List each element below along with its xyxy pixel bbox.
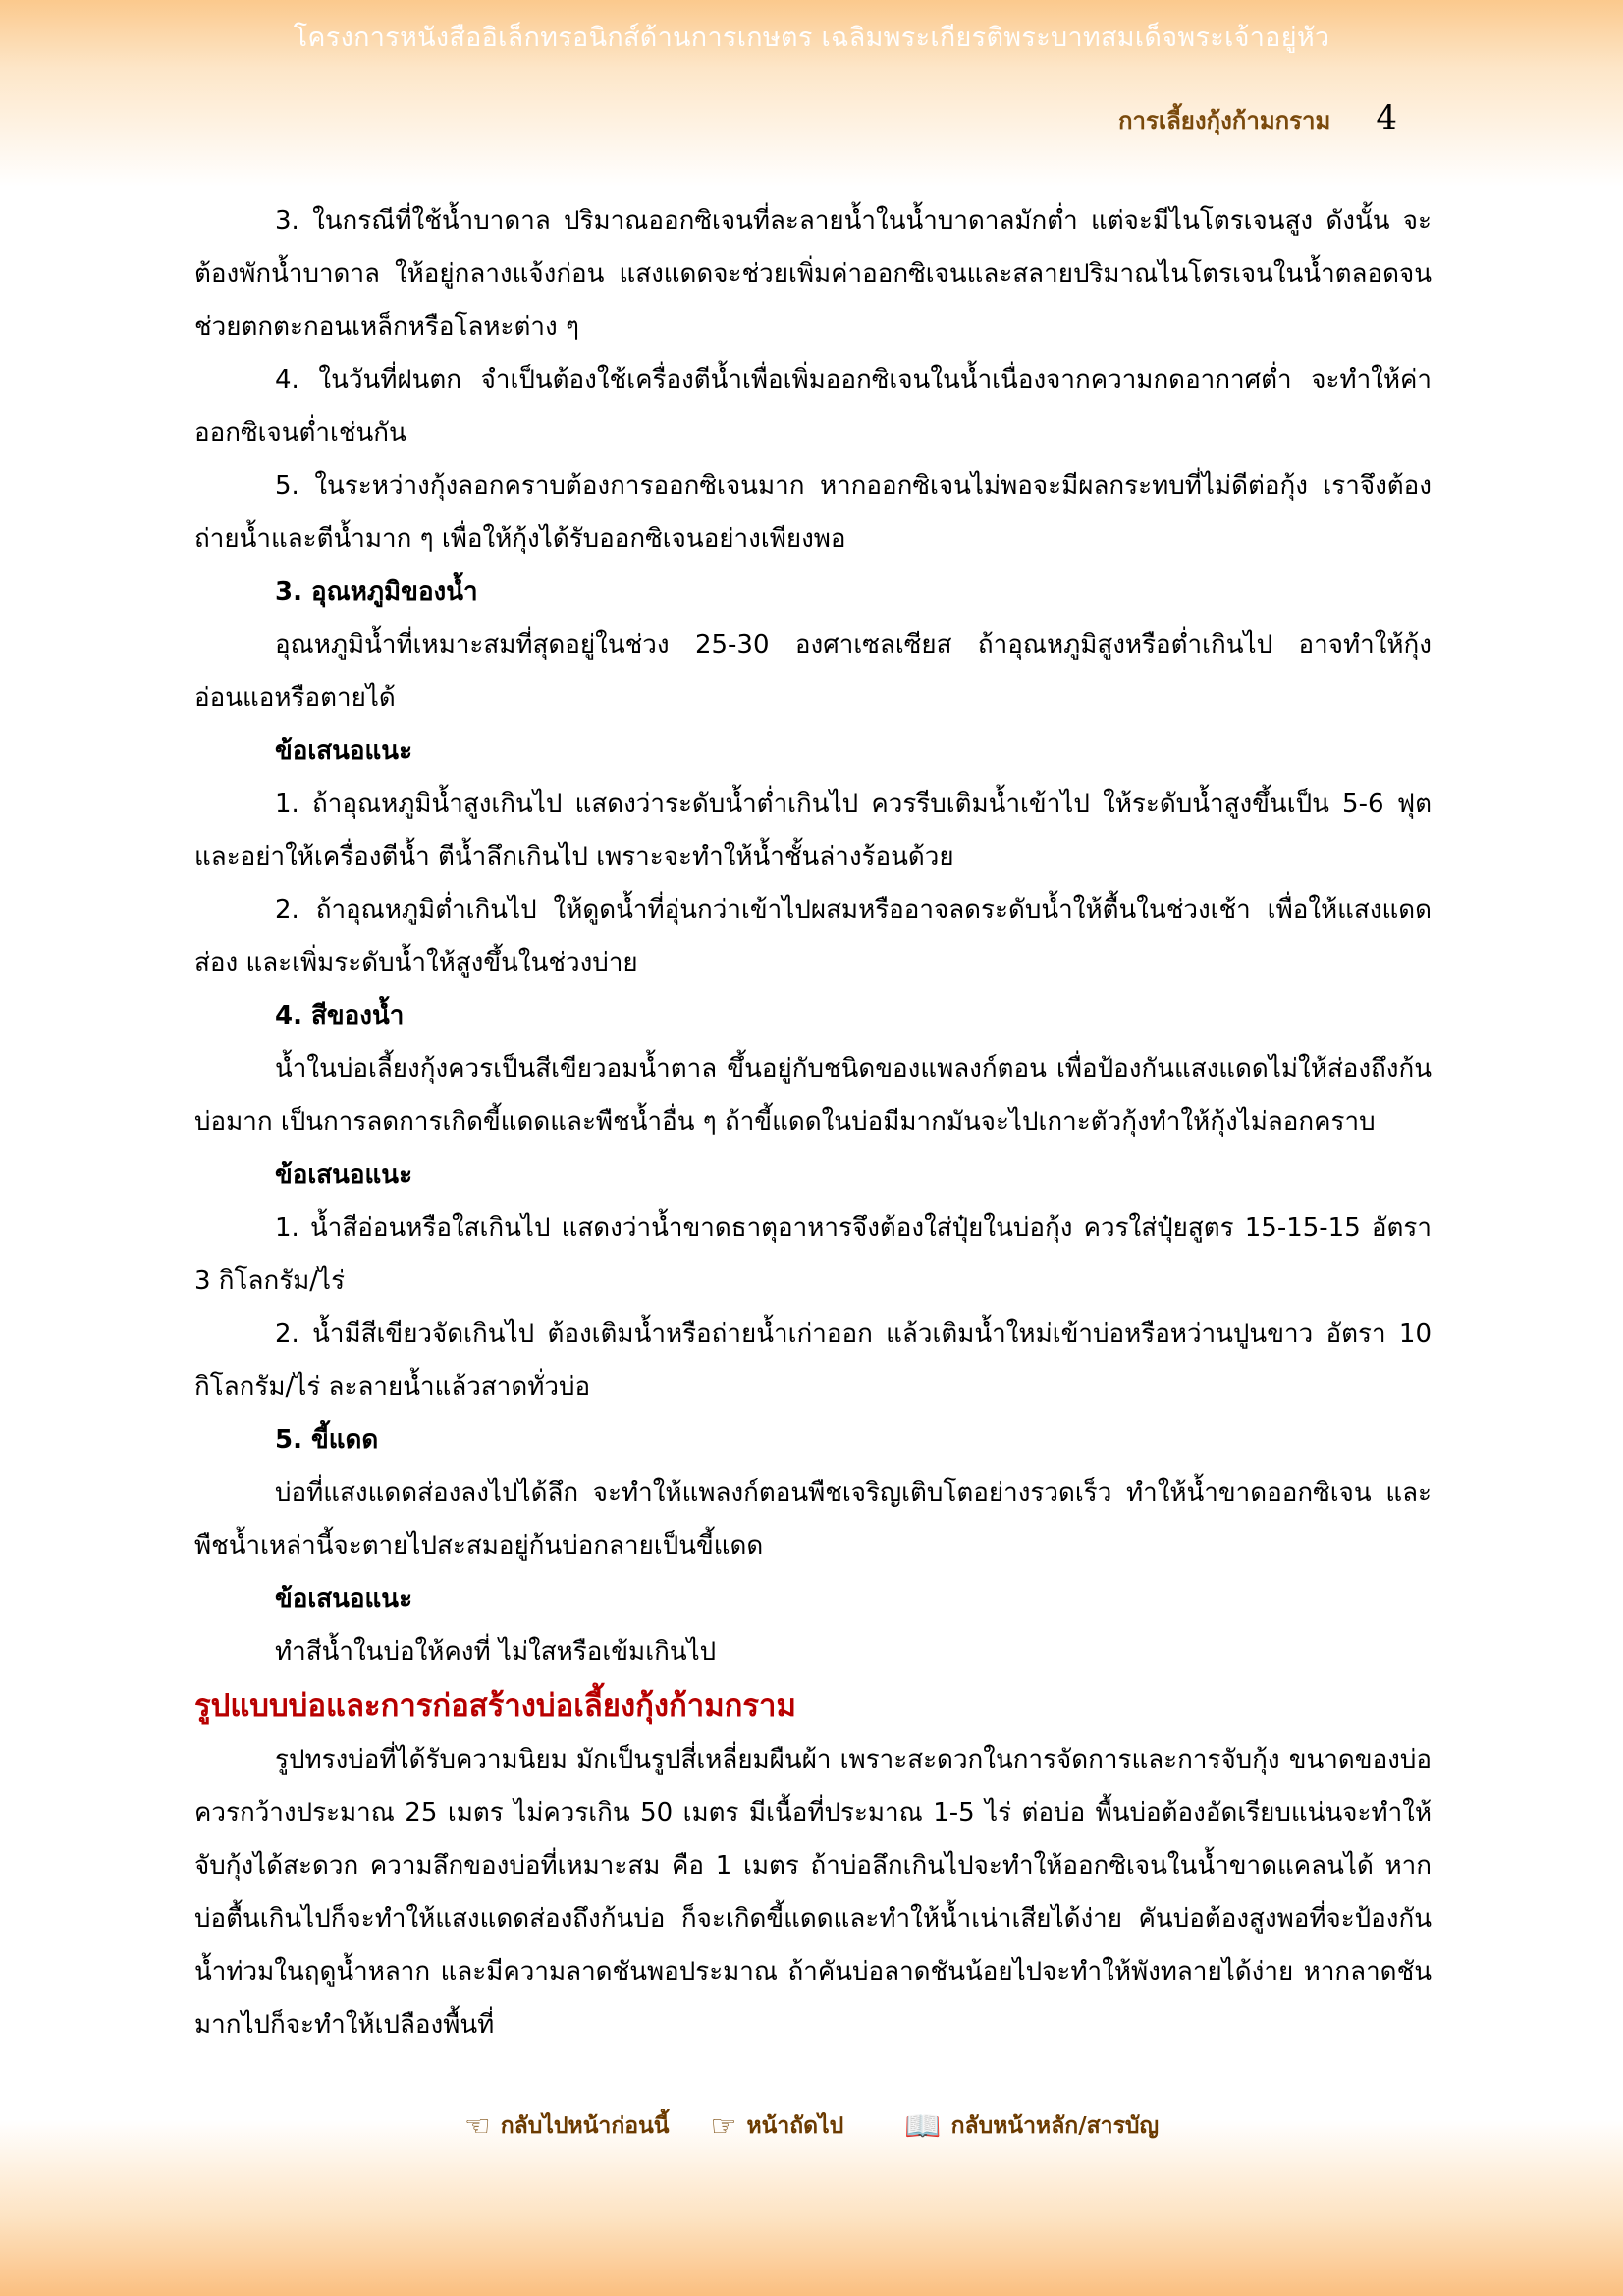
book-title: การเลี้ยงกุ้งก้ามกราม xyxy=(1117,107,1331,134)
section-title-pond-design: รูปแบบบ่อและการก่อสร้างบ่อเลี้ยงกุ้งก้ามกราม xyxy=(194,1688,796,1724)
heading-recommendation: ข้อเสนอแนะ xyxy=(275,736,413,766)
paragraph-temp-high: 1. ถ้าอุณหภูมิน้ำสูงเกินไป แสดงว่าระดับน้ำต่ำเกินไป ควรรีบเติมน้ำเข้าไป ให้ระดับน้ำสูงขึ้นเป็น 5-6 ฟุต และอย่าให้เครื่องตีน้ำ ตีน้ำลึกเกินไป เพราะจะทำให้น้ำชั้นล่างร้อนด้วย xyxy=(194,789,1432,872)
paragraph-water-color: น้ำในบ่อเลี้ยงกุ้งควรเป็นสีเขียวอมน้ำตาล ขึ้นอยู่กับชนิดของแพลงก์ตอน เพื่อป้องกันแสงแดดไม่ให้ส่องถึงก้นบ่อมาก เป็นการลดการเกิดขี้แดดและพืชน้ำอื่น ๆ ถ้าขี้แดดในบ่อมีมากมันจะไปเกาะตัวกุ้งทำให้กุ้งไม่ลอกคราบ xyxy=(194,1054,1432,1137)
page-header xyxy=(1118,98,1397,139)
page-content xyxy=(194,194,1432,2052)
page-number: 4 xyxy=(1376,98,1397,137)
pointing-hand-right-icon: ☞ xyxy=(710,2109,737,2144)
back-label: กลับไปหน้าก่อนนี้ xyxy=(500,2113,670,2139)
paragraph-groundwater: 3. ในกรณีที่ใช้น้ำบาดาล ปริมาณออกซิเจนที่ละลายน้ำในน้ำบาดาลมักต่ำ แต่จะมีไนโตรเจนสูง ดังนั้น จะต้องพักน้ำบาดาล ให้อยู่กลางแจ้งก่อน แสงแดดจะช่วยเพิ่มค่าออกซิเจนและสลายปริมาณไนโตรเจนในน้ำตลอดจนช่วยตกตะกอนเหล็กหรือโลหะต่าง ๆ xyxy=(194,206,1432,342)
paragraph-algae-advice: ทำสีน้ำในบ่อให้คงที่ ไม่ใสหรือเข้มเกินไป xyxy=(275,1637,717,1667)
heading-recommendation: ข้อเสนอแนะ xyxy=(275,1584,413,1614)
back-link[interactable] xyxy=(464,2109,670,2144)
paragraph-molting: 5. ในระหว่างกุ้งลอกคราบต้องการออกซิเจนมาก หากออกซิเจนไม่พอจะมีผลกระทบที่ไม่ดีต่อกุ้ง เราจึงต้องถ่ายน้ำและตีน้ำมาก ๆ เพื่อให้กุ้งได้รับออกซิเจนอย่างเพียงพอ xyxy=(194,471,1432,554)
heading-algae: 5. ขี้แดด xyxy=(275,1425,379,1455)
paragraph-temp-low: 2. ถ้าอุณหภูมิต่ำเกินไป ให้ดูดน้ำที่อุ่นกว่าเข้าไปผสมหรืออาจลดระดับน้ำให้ตื้นในช่วงเช้า เพื่อให้แสงแดดส่อง และเพิ่มระดับน้ำให้สูงขึ้นในช่วงบ่าย xyxy=(194,895,1432,978)
heading-water-temperature: 3. อุณหภูมิของน้ำ xyxy=(275,577,478,607)
footer-navigation xyxy=(0,2109,1623,2144)
next-link[interactable] xyxy=(711,2109,844,2144)
next-label: หน้าถัดไป xyxy=(746,2113,844,2139)
paragraph-pond-design: รูปทรงบ่อที่ได้รับความนิยม มักเป็นรูปสี่เหลี่ยมผืนผ้า เพราะสะดวกในการจัดการและการจับกุ้ง ขนาดของบ่อ ควรกว้างประมาณ 25 เมตร ไม่ควรเกิน 50 เมตร มีเนื้อที่ประมาณ 1-5 ไร่ ต่อบ่อ พื้นบ่อต้องอัดเรียบแน่นจะทำให้จับกุ้งได้สะดวก ความลึกของบ่อที่เหมาะสม คือ 1 เมตร ถ้าบ่อลึกเกินไปจะทำให้ออกซิเจนในน้ำขาดแคลนได้ หากบ่อตื้นเกินไปก็จะทำให้แสงแดดส่องถึงก้นบ่อ ก็จะเกิดขี้แดดและทำให้น้ำเน่าเสียได้ง่าย คันบ่อต้องสูงพอที่จะป้องกันน้ำท่วมในฤดูน้ำหลาก และมีความลาดชันพอประมาณ ถ้าคันบ่อลาดชันน้อยไปจะทำให้พังทลายได้ง่าย หากลาดชันมากไปก็จะทำให้เปลืองพื้นที่ xyxy=(194,1745,1432,2040)
paragraph-rainy-day: 4. ในวันที่ฝนตก จำเป็นต้องใช้เครื่องตีน้ำเพื่อเพิ่มออกซิเจนในน้ำเนื่องจากความกดอากาศต่ำ จะทำให้ค่าออกซิเจนต่ำเช่นกัน xyxy=(194,365,1432,448)
home-link[interactable] xyxy=(904,2109,1159,2144)
home-label: กลับหน้าหลัก/สารบัญ xyxy=(950,2113,1160,2139)
heading-recommendation: ข้อเสนอแนะ xyxy=(275,1160,413,1190)
paragraph-temperature: อุณหภูมิน้ำที่เหมาะสมที่สุดอยู่ในช่วง 25-30 องศาเซลเซียส ถ้าอุณหภูมิสูงหรือต่ำเกินไป อาจทำให้กุ้งอ่อนแอหรือตายได้ xyxy=(194,630,1432,713)
series-title: โครงการหนังสืออิเล็กทรอนิกส์ด้านการเกษตร เฉลิมพระเกียรติพระบาทสมเด็จพระเจ้าอยู่หัว xyxy=(293,23,1330,53)
paragraph-light-water: 1. น้ำสีอ่อนหรือใสเกินไป แสดงว่าน้ำขาดธาตุอาหารจึงต้องใส่ปุ๋ยในบ่อกุ้ง ควรใส่ปุ๋ยสูตร 15-15-15 อัตรา 3 กิโลกรัม/ไร่ xyxy=(194,1213,1432,1296)
paragraph-green-water: 2. น้ำมีสีเขียวจัดเกินไป ต้องเติมน้ำหรือถ่ายน้ำเก่าออก แล้วเติมน้ำใหม่เข้าบ่อหรือหว่านปูนขาว อัตรา 10 กิโลกรัม/ไร่ ละลายน้ำแล้วสาดทั่วบ่อ xyxy=(194,1319,1432,1402)
pointing-hand-left-icon: ☜ xyxy=(463,2109,491,2144)
heading-water-color: 4. สีของน้ำ xyxy=(275,1001,405,1031)
open-book-icon: 📖 xyxy=(904,2109,942,2144)
paragraph-algae: บ่อที่แสงแดดส่องลงไปได้ลึก จะทำให้แพลงก์ตอนพืชเจริญเติบโตอย่างรวดเร็ว ทำให้น้ำขาดออกซิเจน และพืชน้ำเหล่านี้จะตายไปสะสมอยู่ก้นบ่อกลายเป็นขี้แดด xyxy=(194,1478,1432,1561)
